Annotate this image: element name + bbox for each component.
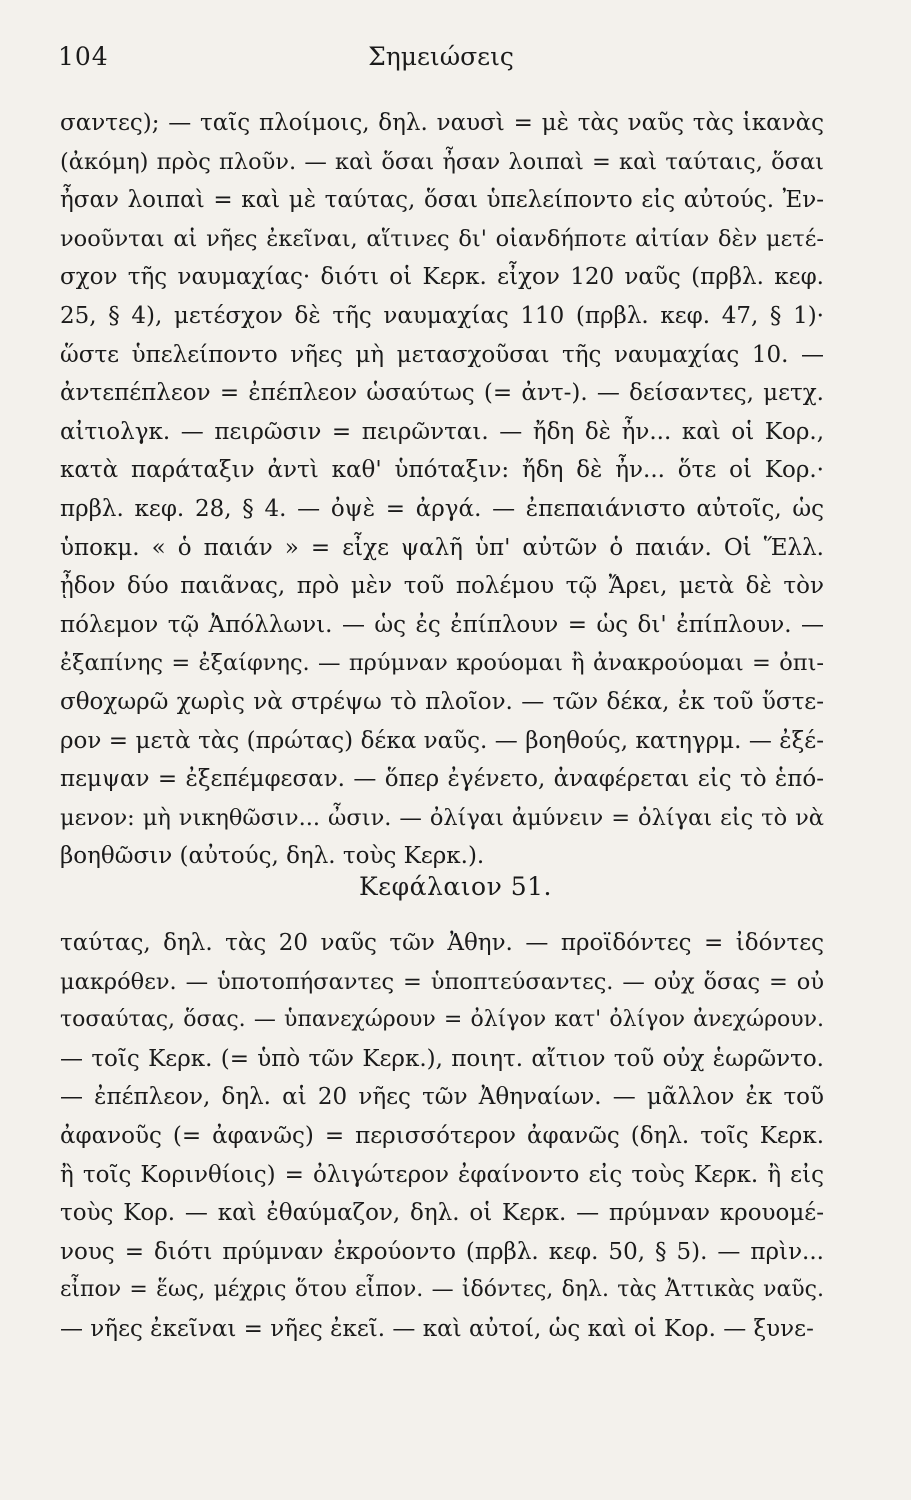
text-line: τοὺς Κορ. — καὶ ἐθαύμαζον, δηλ. οἱ Κερκ. — πρύμναν κρουομέ- <box>60 1200 824 1227</box>
text-line: νοοῦνται αἱ νῆες ἐκεῖναι, αἵτινες δι' οἱανδήποτε αἰτίαν δὲν μετέ- <box>60 225 824 252</box>
text-line: ὑποκμ. « ὁ παιάν » = εἶχε ψαλῆ ὑπ' αὐτῶν ὁ παιάν. Οἱ Ἕλλ. <box>60 534 824 561</box>
running-head <box>58 42 824 78</box>
notes-block-top <box>60 104 824 876</box>
text-line: ἦσαν λοιπαὶ = καὶ μὲ ταύτας, ὅσαι ὑπελείποντο εἰς αὐτούς. Ἐν- <box>60 187 824 214</box>
text-line: πεμψαν = ἐξεπέμφεσαν. — ὅπερ ἐγένετο, ἀναφέρεται εἰς τὸ ἑπό- <box>60 766 824 793</box>
text-line: μακρόθεν. — ὑποτοπήσαντες = ὑποπτεύσαντες. — οὐχ ὅσας = οὐ <box>60 968 824 995</box>
text-line: — νῆες ἐκεῖναι = νῆες ἐκεῖ. — καὶ αὐτοί, ὡς καὶ οἱ Κορ. — ξυνε- <box>60 1315 814 1342</box>
text-line: αἰτιολγκ. — πειρῶσιν = πειρῶνται. — ἤδη δὲ ἦν... καὶ οἱ Κορ., <box>60 418 824 445</box>
page-number: 104 <box>58 42 109 71</box>
notes-block-bottom <box>60 924 824 1349</box>
text-line: σθοχωρῶ χωρὶς νὰ στρέψω τὸ πλοῖον. — τῶν δέκα, ἐκ τοῦ ὕστε- <box>60 688 824 715</box>
text-line: ὥστε ὑπελείποντο νῆες μὴ μετασχοῦσαι τῆς ναυμαχίας 10. — <box>60 341 824 368</box>
text-line: ἀφανοῦς (= ἀφανῶς) = περισσότερον ἀφανῶς (δηλ. τοῖς Κερκ. <box>60 1122 824 1149</box>
text-line: ἢ τοῖς Κορινθίοις) = ὀλιγώτερον ἐφαίνοντο εἰς τοὺς Κερκ. ἢ εἰς <box>60 1161 824 1188</box>
text-line: ἀντεπέπλεον = ἐπέπλεον ὡσαύτως (= ἀντ-). — δείσαντες, μετχ. <box>60 380 824 407</box>
text-line: κατὰ παράταξιν ἀντὶ καθ' ὑπόταξιν: ἤδη δὲ ἦν... ὅτε οἱ Κορ.· <box>60 457 824 484</box>
text-line: νους = διότι πρύμναν ἐκρούοντο (πρβλ. κεφ. 50, § 5). — πρὶν... <box>60 1238 824 1265</box>
running-title: Σημειώσεις <box>368 42 514 71</box>
text-line: εἶπον = ἕως, μέχρις ὅτου εἶπον. — ἰδόντες, δηλ. τὰς Ἀττικὰς ναῦς. <box>60 1277 824 1303</box>
text-line: — ἐπέπλεον, δηλ. αἱ 20 νῆες τῶν Ἀθηναίων. — μᾶλλον ἐκ τοῦ <box>60 1084 824 1111</box>
text-line: πόλεμον τῷ Ἀπόλλωνι. — ὡς ἐς ἐπίπλουν = ὡς δι' ἐπίπλουν. — <box>60 611 824 638</box>
text-line: ρον = μετὰ τὰς (πρώτας) δέκα ναῦς. — βοηθούς, κατηγρμ. — ἐξέ- <box>60 727 824 754</box>
text-line: σαντες); — ταῖς πλοίμοις, δηλ. ναυσὶ = μὲ τὰς ναῦς τὰς ἱκανὰς <box>60 110 824 136</box>
text-line: ταύτας, δηλ. τὰς 20 ναῦς τῶν Ἀθην. — προϊδόντες = ἰδόντες <box>60 930 824 956</box>
section-heading: Κεφάλαιον 51. <box>359 872 552 901</box>
text-line: μενον: μὴ νικηθῶσιν... ὦσιν. — ὀλίγαι ἀμύνειν = ὀλίγαι εἰς τὸ νὰ <box>60 804 824 831</box>
text-line: τοσαύτας, ὅσας. — ὑπανεχώρουν = ὀλίγον κατ' ὀλίγον ἀνεχώρουν. <box>60 1007 824 1033</box>
text-line: 25, § 4), μετέσχον δὲ τῆς ναυμαχίας 110 (πρβλ. κεφ. 47, § 1)· <box>60 302 824 329</box>
text-line: (ἀκόμη) πρὸς πλοῦν. — καὶ ὅσαι ἦσαν λοιπαὶ = καὶ ταύταις, ὅσαι <box>60 148 824 175</box>
text-line: βοηθῶσιν (αὐτούς, δηλ. τοὺς Κερκ.). <box>60 843 485 870</box>
text-line: σχον τῆς ναυμαχίας· διότι οἱ Κερκ. εἶχον 120 ναῦς (πρβλ. κεφ. <box>60 264 824 291</box>
text-line: ἐξαπίνης = ἐξαίφνης. — πρύμναν κρούομαι ἢ ἀνακρούομαι = ὀπι- <box>60 650 824 677</box>
text-line: — τοῖς Κερκ. (= ὑπὸ τῶν Κερκ.), ποιητ. αἴτιον τοῦ οὐχ ἑωρῶντο. <box>60 1045 824 1072</box>
text-line: πρβλ. κεφ. 28, § 4. — ὀψὲ = ἀργά. — ἐπεπαιάνιστο αὐτοῖς, ὡς <box>60 495 824 522</box>
text-line: ᾖδον δύο παιᾶνας, πρὸ μὲν τοῦ πολέμου τῷ Ἄρει, μετὰ δὲ τὸν <box>60 573 824 600</box>
